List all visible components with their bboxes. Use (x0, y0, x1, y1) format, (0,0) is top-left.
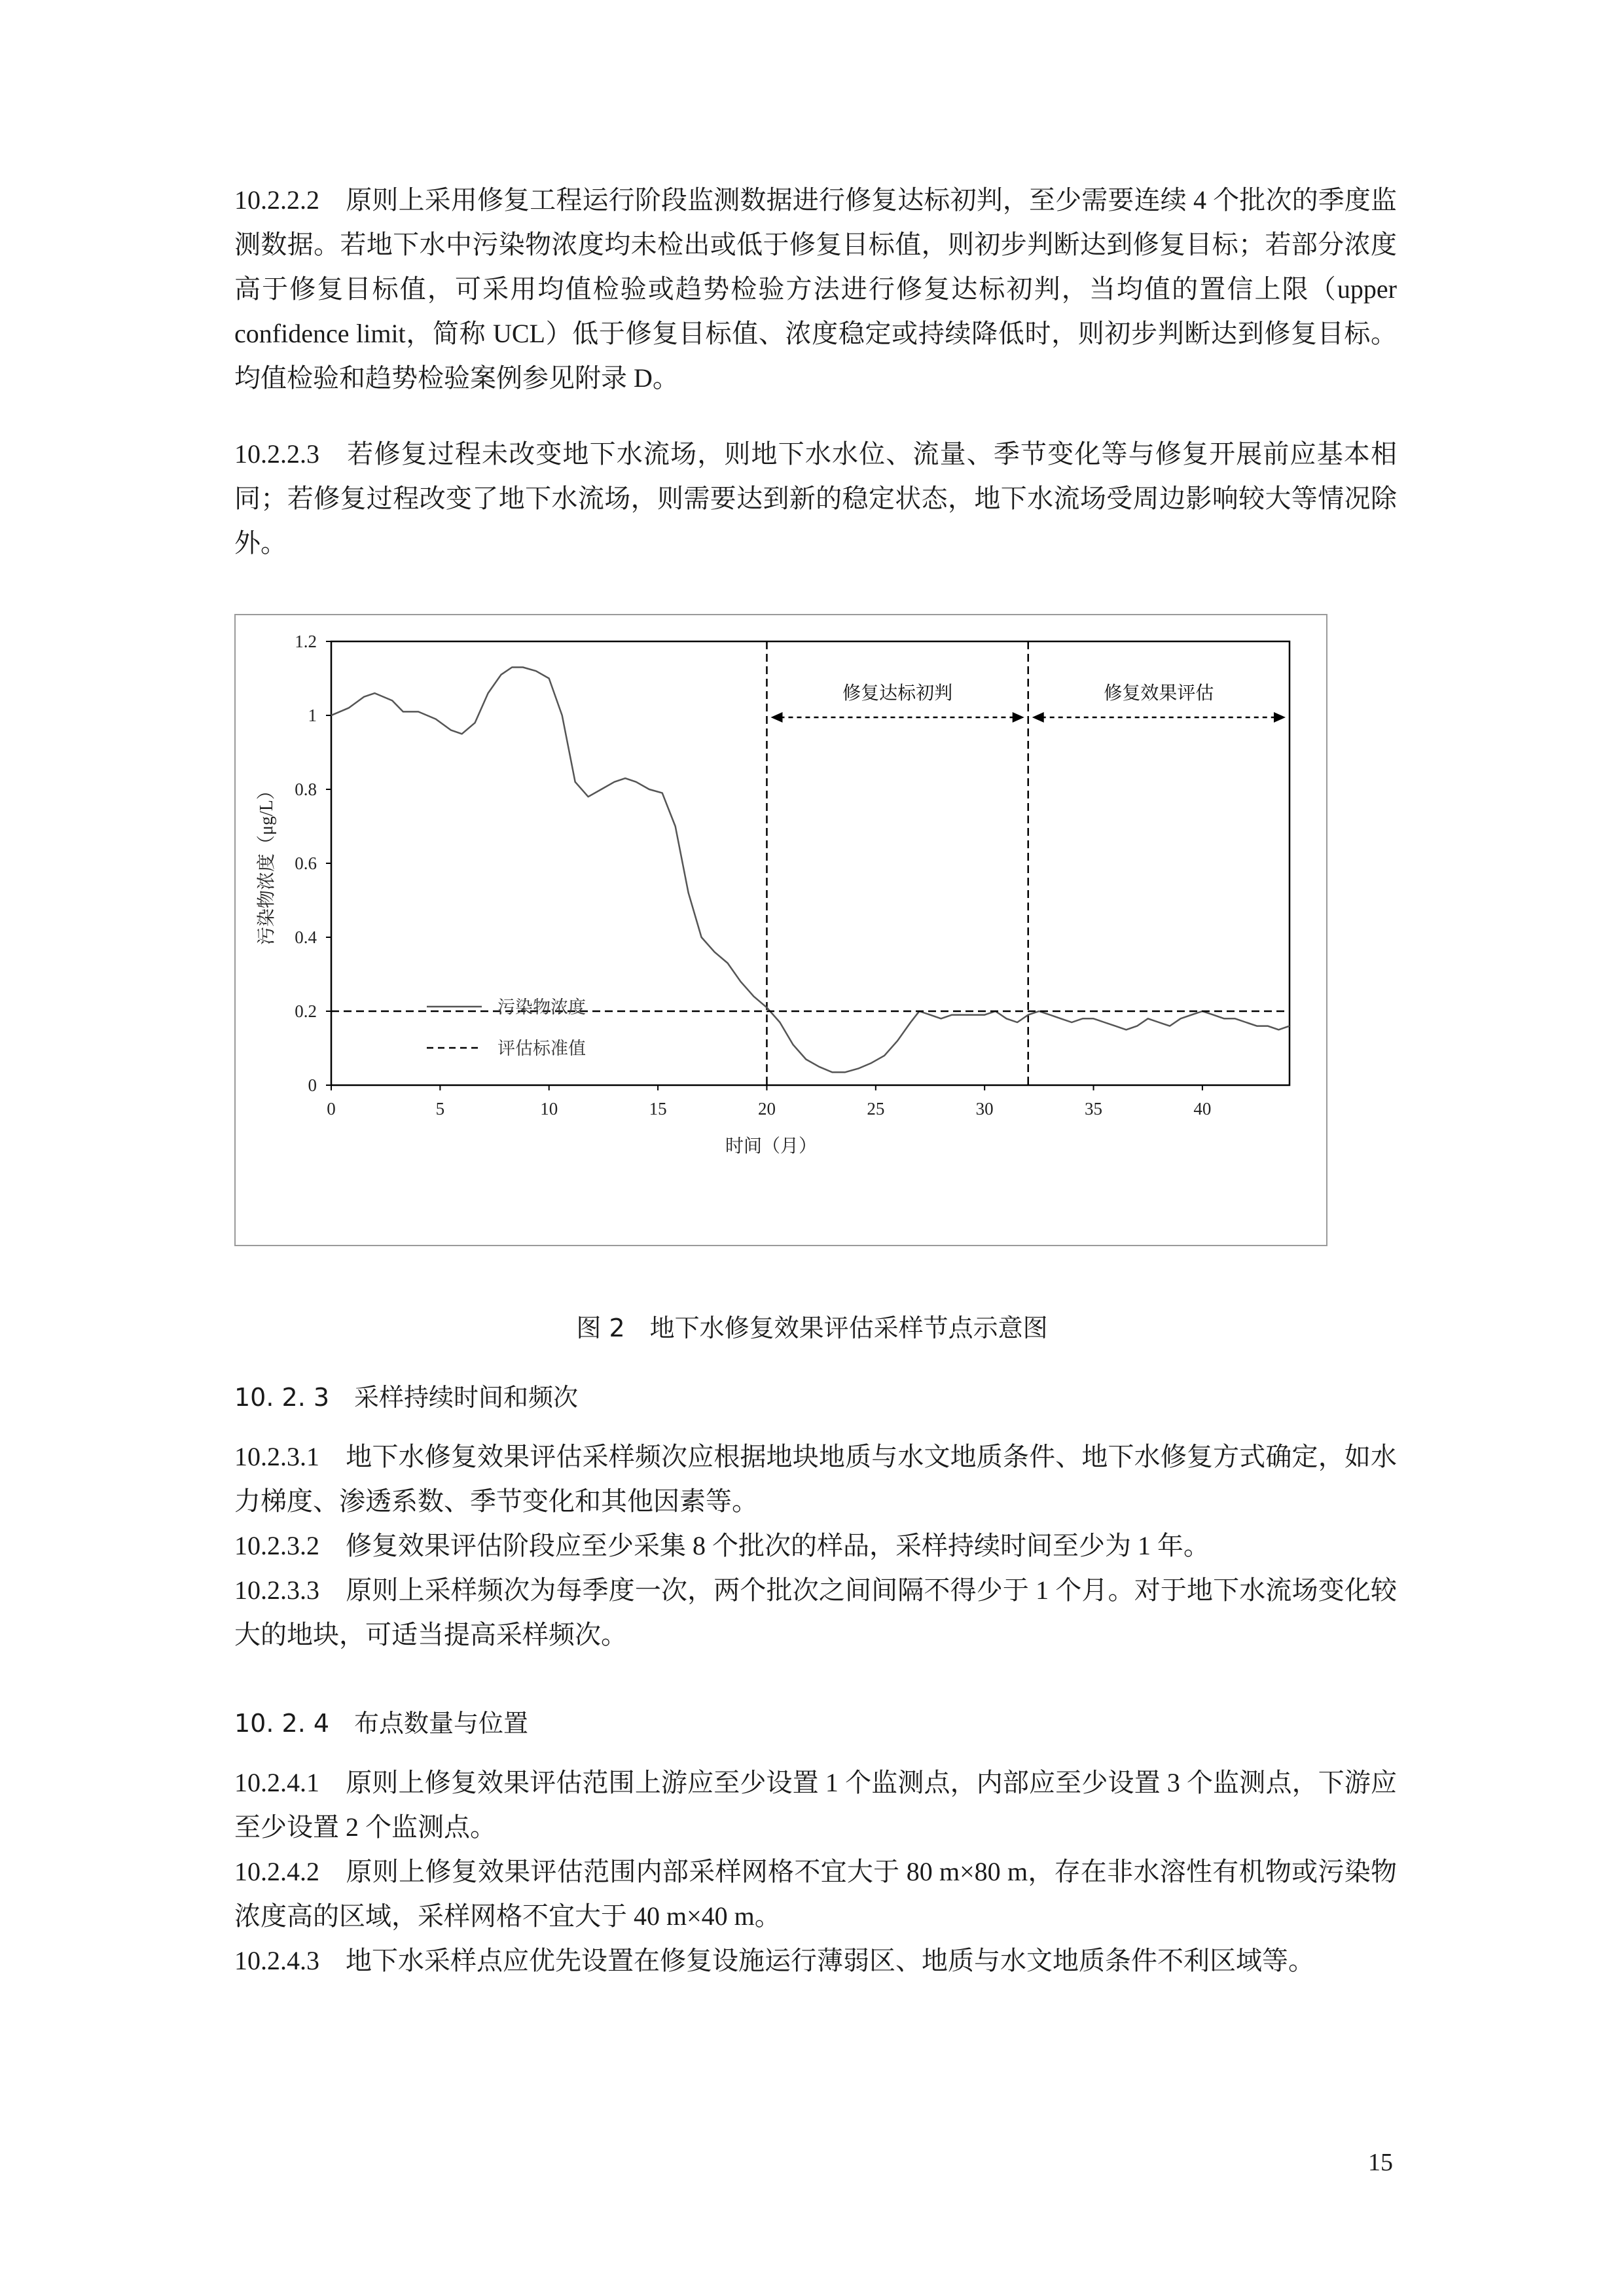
x-tick-label: 40 (1193, 1099, 1212, 1119)
phase-arrow-head-left (770, 712, 782, 723)
x-tick-label: 15 (649, 1099, 667, 1119)
phase-label: 修复效果评估 (1104, 682, 1214, 704)
x-tick-label: 25 (867, 1099, 885, 1119)
phase-arrow-head-right (1013, 712, 1024, 723)
x-tick-label: 30 (975, 1099, 994, 1119)
paragraph-10-2-3-3: 10.2.3.3 原则上采样频次为每季度一次，两个批次之间间隔不得少于 1 个月。对于地下水流场变化较大的地块，可适当提高采样频次。 (234, 1575, 1397, 1649)
legend-label-standard: 评估标准值 (497, 1039, 586, 1059)
y-tick-label: 0 (308, 1075, 317, 1095)
paragraph-10-2-4-2: 10.2.4.2 原则上修复效果评估范围内部采样网格不宜大于 80 m×80 m，存在非水溶性有机物或污染物浓度高的区域，采样网格不宜大于 40 m×40 m。 (234, 1857, 1397, 1931)
page-number: 15 (1368, 2149, 1393, 2176)
x-tick-label: 5 (435, 1099, 445, 1119)
concentration-chart (236, 615, 1326, 1245)
y-tick-label: 0.2 (295, 1001, 317, 1021)
paragraph-10-2-4-1: 10.2.4.1 原则上修复效果评估范围上游应至少设置 1 个监测点，内部应至少设置 3 个监测点，下游应至少设置 2 个监测点。 (234, 1768, 1397, 1842)
y-tick-label: 1.2 (295, 632, 317, 651)
figure-frame (234, 614, 1327, 1246)
phase-arrow-head-right (1274, 712, 1286, 723)
phase-label: 修复达标初判 (842, 682, 953, 704)
y-tick-label: 0.8 (295, 780, 317, 799)
section-heading-10-2-3: 10. 2. 3 采样持续时间和频次 (234, 1383, 579, 1412)
paragraph-10-2-3-2: 10.2.3.2 修复效果评估阶段应至少采集 8 个批次的样品，采样持续时间至少为 1 年。 (234, 1531, 1210, 1560)
x-tick-label: 35 (1085, 1099, 1103, 1119)
x-tick-label: 10 (540, 1099, 558, 1119)
plot-area-border (331, 641, 1290, 1085)
x-tick-label: 0 (327, 1099, 336, 1119)
paragraph-10-2-2-3: 10.2.2.3 若修复过程未改变地下水流场，则地下水水位、流量、季节变化等与修复开展前应基本相同；若修复过程改变了地下水流场，则需要达到新的稳定状态，地下水流场受周边影响较大等情况除外。 (234, 439, 1397, 558)
y-tick-label: 0.6 (295, 853, 317, 873)
paragraph-10-2-2-2: 10.2.2.2 原则上采用修复工程运行阶段监测数据进行修复达标初判，至少需要连续 4 个批次的季度监测数据。若地下水中污染物浓度均未检出或低于修复目标值，则初步判断达到修复目标；若部分浓度高于修复目标值，可采用均值检验或趋势检验方法进行修复达标初判，当均值的置信上限（upper confidence limit，简称 UCL）低于修复目标值、浓度稳定或持续降低时，则初步判断达到修复目标。均值检验和趋势检验案例参见附录 D。 (234, 185, 1397, 393)
paragraph-10-2-4-3: 10.2.4.3 地下水采样点应优先设置在修复设施运行薄弱区、地质与水文地质条件不利区域等。 (234, 1946, 1314, 1975)
legend-label-concentration: 污染物浓度 (497, 997, 586, 1018)
y-axis-title: 污染物浓度（μg/L） (257, 781, 277, 945)
section-heading-10-2-4: 10. 2. 4 布点数量与位置 (234, 1709, 529, 1738)
y-tick-label: 0.4 (295, 927, 317, 947)
x-tick-label: 20 (757, 1099, 776, 1119)
figure-caption: 图 2 地下水修复效果评估采样节点示意图 (576, 1314, 1048, 1342)
y-tick-label: 1 (308, 706, 317, 725)
x-axis-title: 时间（月） (725, 1136, 818, 1157)
paragraph-10-2-3-1: 10.2.3.1 地下水修复效果评估采样频次应根据地块地质与水文地质条件、地下水修复方式确定，如水力梯度、渗透系数、季节变化和其他因素等。 (234, 1442, 1397, 1516)
phase-arrow-head-left (1032, 712, 1044, 723)
